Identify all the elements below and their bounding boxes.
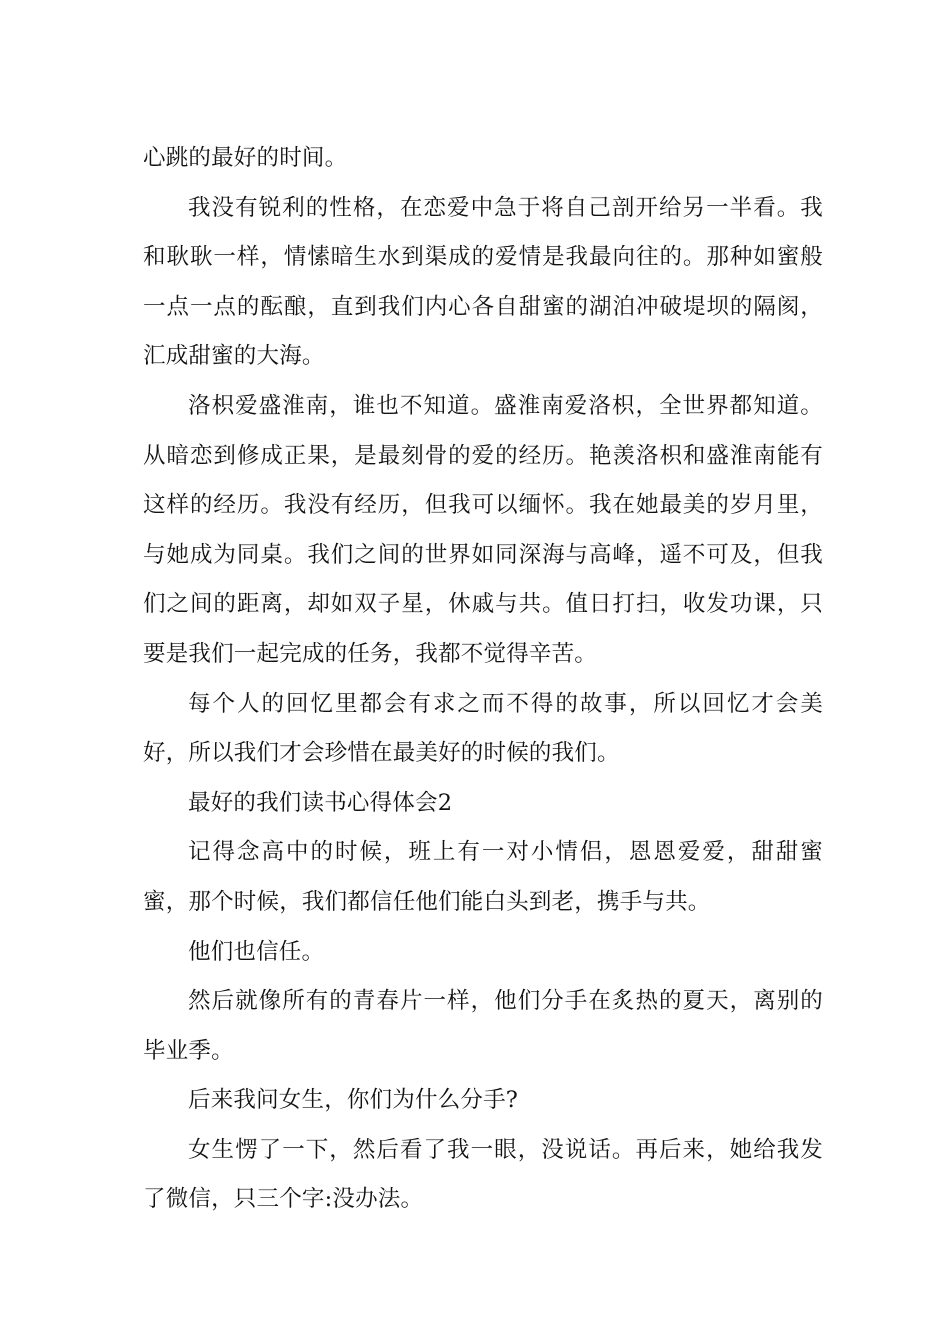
paragraph: 洛枳爱盛淮南，谁也不知道。盛淮南爱洛枳，全世界都知道。从暗恋到修成正果，是最刻骨的爱的经历。艳羡洛枳和盛淮南能有这样的经历。我没有经历，但我可以缅怀。我在她最美的岁月里，与她成为同桌。我们之间的世界如同深海与高峰，遥不可及，但我们之间的距离，却如双子星，休戚与共。值日打扫，收发功课，只要是我们一起完成的任务，我都不觉得辛苦。 — [143, 392, 823, 667]
paragraph: 女生愣了一下，然后看了我一眼，没说话。再后来，她给我发了微信，只三个字:没办法。 — [143, 1136, 823, 1213]
section-heading: 最好的我们读书心得体会2 — [188, 789, 453, 816]
paragraph: 他们也信任。 — [188, 938, 325, 965]
paragraph: 记得念高中的时候，班上有一对小情侣，恩恩爱爱，甜甜蜜蜜，那个时候，我们都信任他们能白头到老，携手与共。 — [143, 839, 823, 915]
paragraph: 我没有锐利的性格，在恋爱中急于将自己剖开给另一半看。我和耿耿一样，情愫暗生水到渠成的爱情是我最向往的。那种如蜜般一点一点的酝酿，直到我们内心各自甜蜜的湖泊冲破堤坝的隔阂，汇成甜蜜的大海。 — [143, 194, 823, 370]
paragraph: 每个人的回忆里都会有求之而不得的故事，所以回忆才会美好，所以我们才会珍惜在最美好的时候的我们。 — [143, 690, 823, 767]
paragraph: 然后就像所有的青春片一样，他们分手在炙热的夏天，离别的毕业季。 — [143, 988, 823, 1064]
paragraph-continuation: 心跳的最好的时间。 — [143, 145, 348, 171]
paragraph: 后来我问女生，你们为什么分手? — [188, 1087, 519, 1114]
document-body — [143, 134, 823, 1225]
